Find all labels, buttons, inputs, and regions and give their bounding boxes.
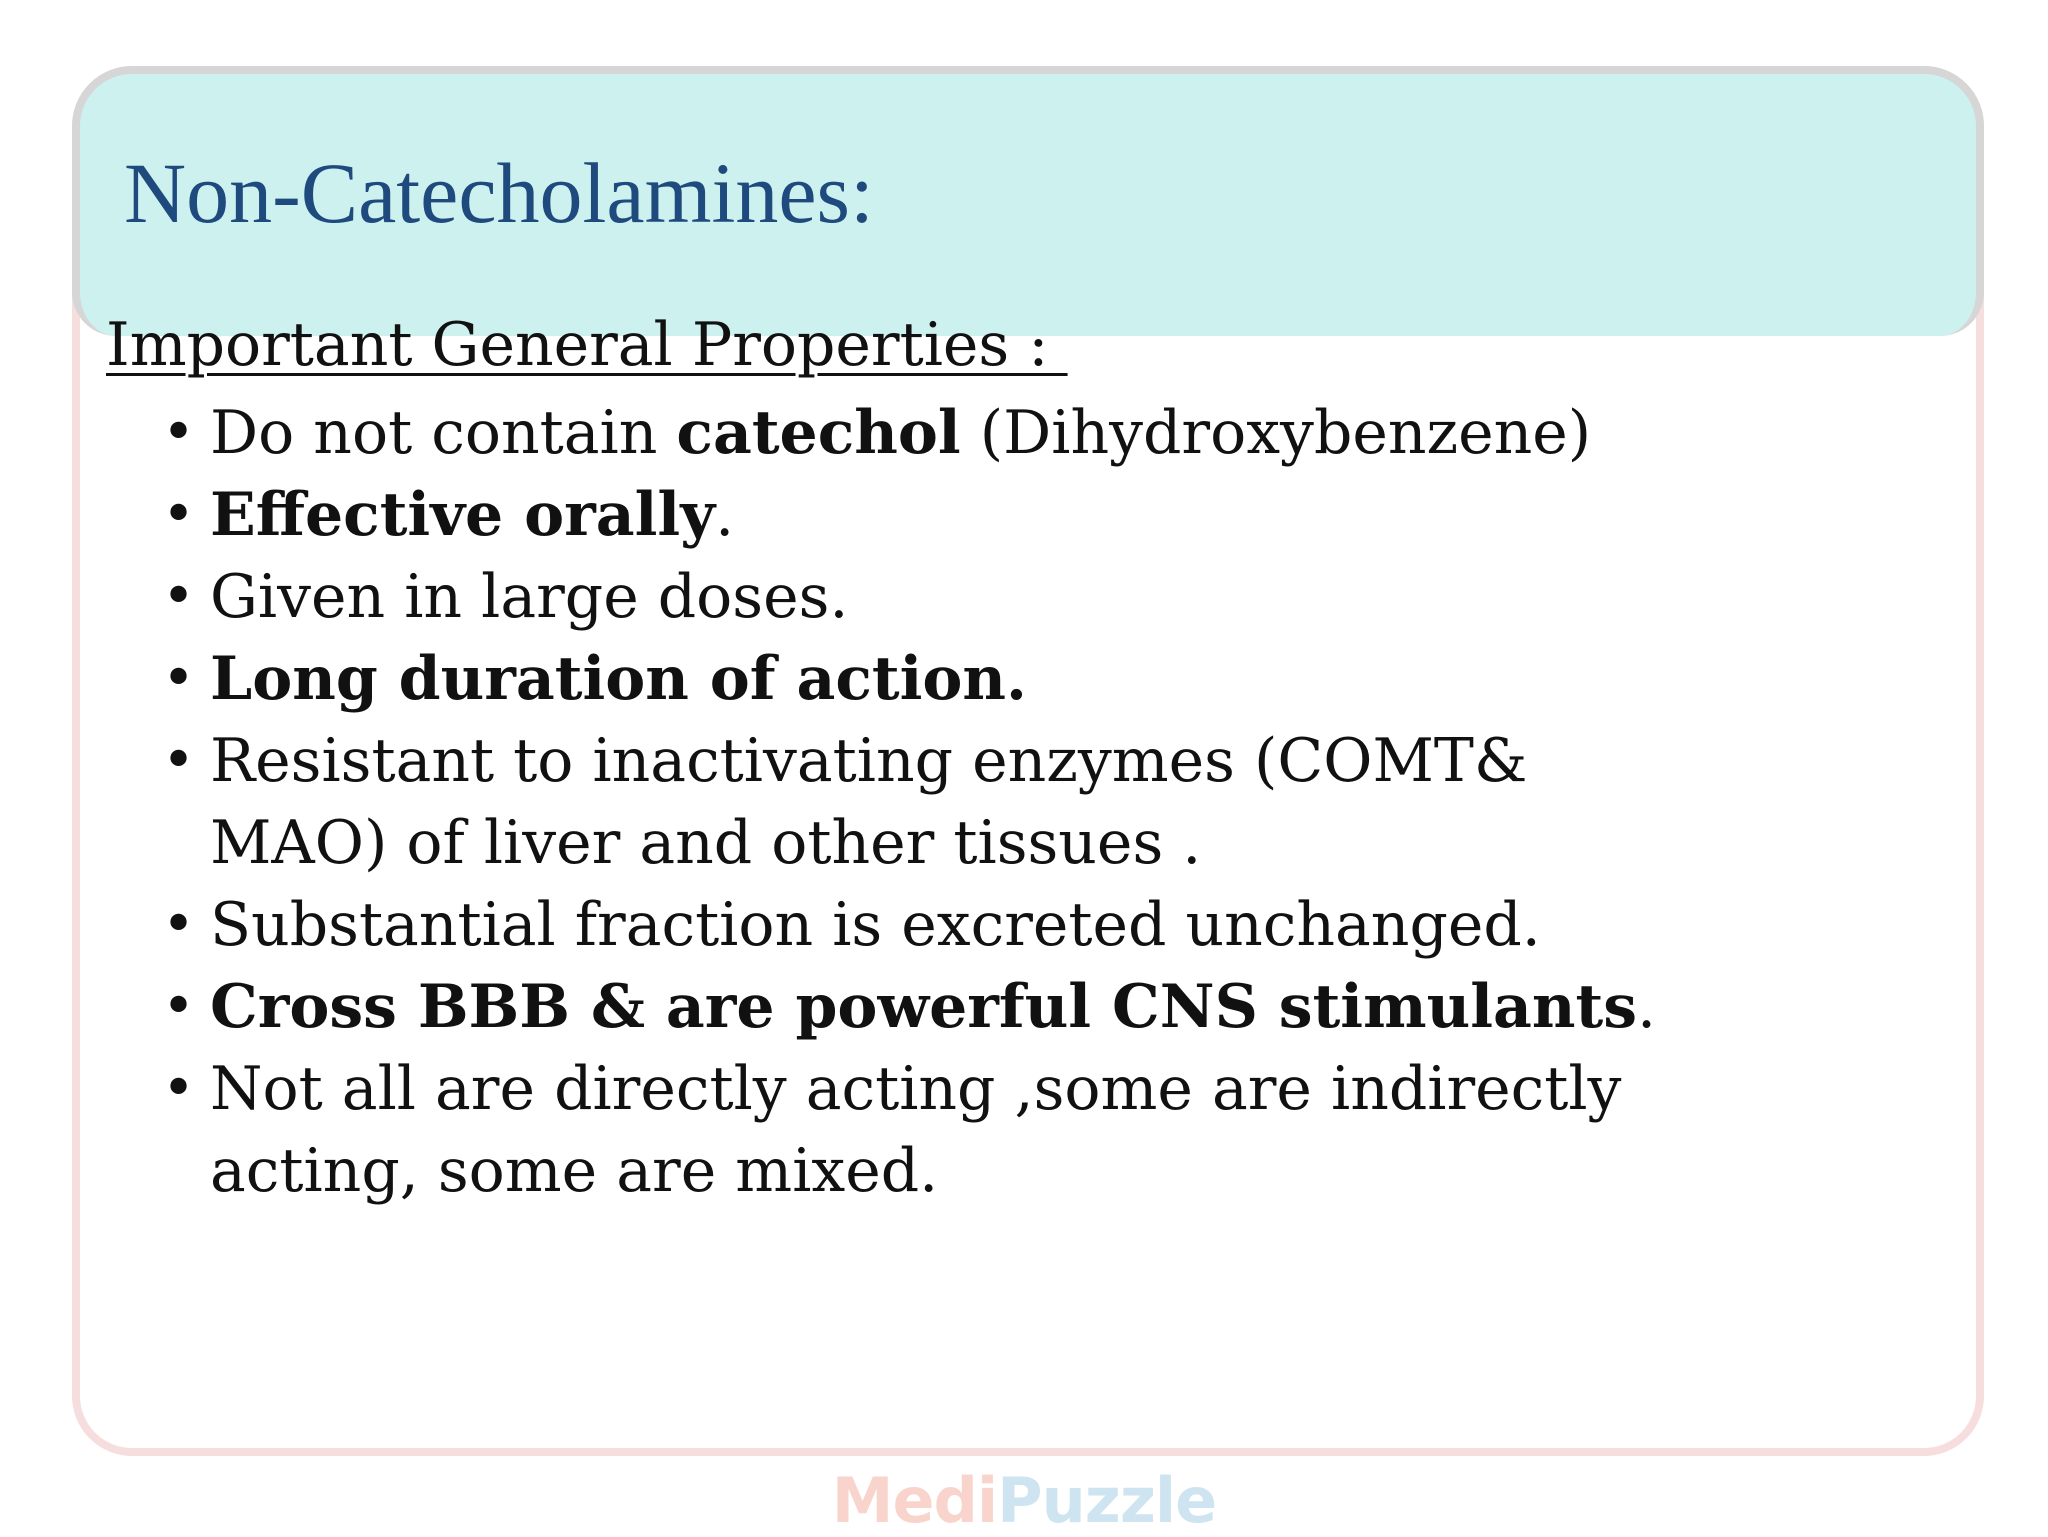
text-run: . xyxy=(1637,972,1657,1042)
bullet-line xyxy=(210,1048,1922,1130)
bullet-dot-icon: • xyxy=(162,482,196,547)
slide-title: Non-Catecholamines: xyxy=(124,145,874,241)
text-run: MAO) of liver and other tissues . xyxy=(210,808,1202,878)
watermark-logo xyxy=(0,1464,2048,1537)
bullet-item xyxy=(162,556,1922,638)
bold-text-run: Cross BBB & are powerful CNS stimulants xyxy=(210,972,1637,1042)
bullet-dot-icon: • xyxy=(162,974,196,1039)
section-subtitle: Important General Properties : xyxy=(106,310,1068,380)
watermark-puzzle: Puzzle xyxy=(997,1464,1217,1537)
bullet-item xyxy=(162,884,1922,966)
bullet-line xyxy=(210,966,1922,1048)
bullet-dot-icon: • xyxy=(162,646,196,711)
bullet-line xyxy=(210,884,1922,966)
property-bullet-list xyxy=(162,392,1922,1212)
text-run: Given in large doses. xyxy=(210,562,849,632)
bullet-dot-icon: • xyxy=(162,892,196,957)
bullet-dot-icon: • xyxy=(162,400,196,465)
bullet-line xyxy=(210,802,1922,884)
bold-text-run: catechol xyxy=(676,398,961,468)
bullet-dot-icon: • xyxy=(162,728,196,793)
watermark-medi: Medi xyxy=(831,1464,998,1537)
bullet-item xyxy=(162,474,1922,556)
bullet-line xyxy=(210,556,1922,638)
bold-text-run: Effective orally xyxy=(210,480,716,550)
bullet-dot-icon: • xyxy=(162,1056,196,1121)
bullet-line xyxy=(210,638,1922,720)
bullet-line xyxy=(210,474,1922,556)
bullet-item xyxy=(162,1048,1922,1212)
bullet-dot-icon: • xyxy=(162,564,196,629)
text-run: Not all are directly acting ,some are indirectly xyxy=(210,1054,1622,1124)
text-run: . xyxy=(715,480,735,550)
bullet-line xyxy=(210,720,1922,802)
bullet-item xyxy=(162,966,1922,1048)
bullet-item xyxy=(162,392,1922,474)
text-run: Do not contain xyxy=(210,398,677,468)
bold-text-run: Long duration of action. xyxy=(210,644,1027,714)
bullet-line xyxy=(210,392,1922,474)
text-run: Resistant to inactivating enzymes (COMT& xyxy=(210,726,1528,796)
text-run: acting, some are mixed. xyxy=(210,1136,939,1206)
text-run: (Dihydroxybenzene) xyxy=(960,398,1592,468)
bullet-item xyxy=(162,638,1922,720)
text-run: Substantial fraction is excreted unchanged. xyxy=(210,890,1541,960)
bullet-item xyxy=(162,720,1922,884)
bullet-line xyxy=(210,1130,1922,1212)
